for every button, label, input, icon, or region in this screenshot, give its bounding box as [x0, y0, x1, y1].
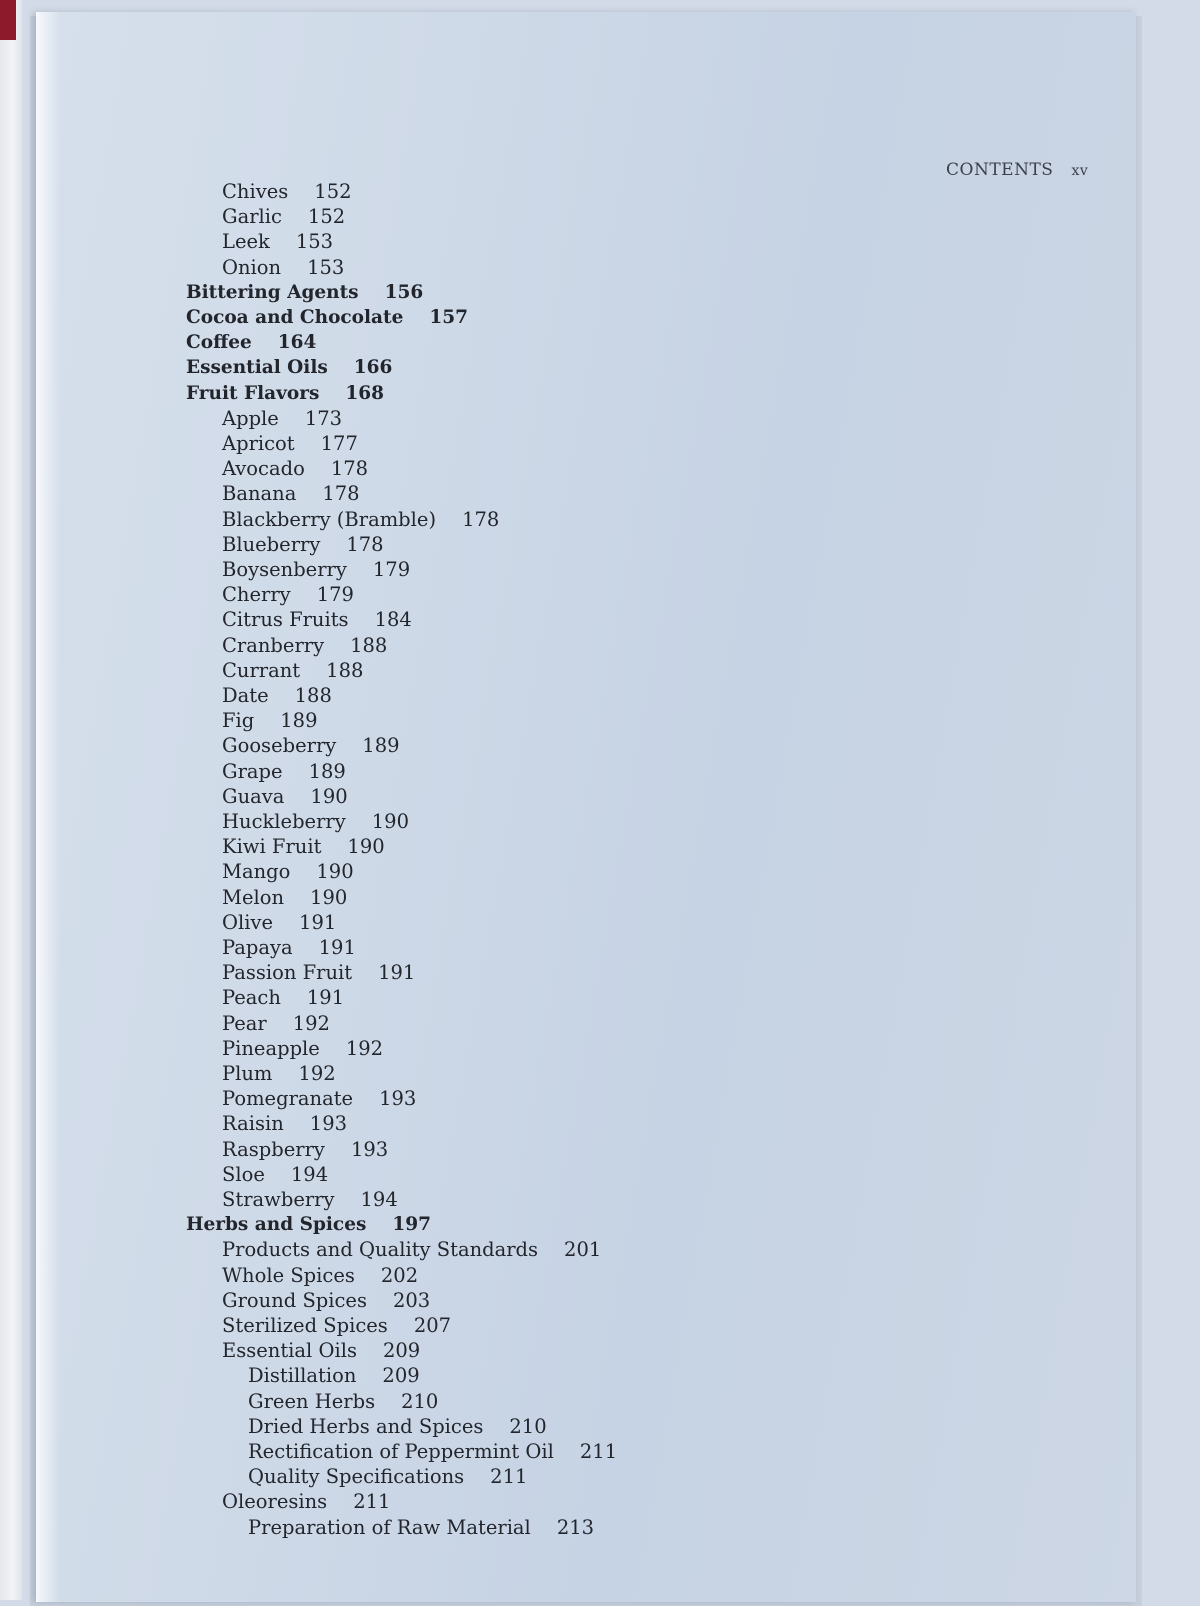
toc-entry-label: Ground Spices [222, 1289, 367, 1312]
toc-entry-label: Cranberry [222, 634, 325, 657]
toc-entry-page-number: 194 [290, 1163, 329, 1186]
toc-entry-label: Preparation of Raw Material [248, 1516, 531, 1539]
toc-entry-page-number: 164 [277, 332, 317, 353]
toc-entry [222, 558, 410, 582]
toc-entry [222, 734, 400, 758]
toc-entry [186, 331, 316, 355]
toc-entry [222, 508, 499, 532]
toc-entry-page-number: 210 [509, 1415, 547, 1438]
toc-entry-label: Oleoresins [222, 1490, 328, 1513]
toc-entry-label: Passion Fruit [222, 961, 353, 984]
toc-entry-label: Kiwi Fruit [222, 835, 322, 858]
toc-entry-page-number: 189 [280, 709, 318, 732]
toc-entry-label: Bittering Agents [186, 282, 359, 303]
toc-entry-page-number: 209 [382, 1364, 420, 1387]
toc-entry-page-number: 203 [392, 1289, 431, 1312]
toc-entry [222, 1188, 398, 1212]
toc-entry [222, 407, 342, 431]
toc-entry-label: Olive [222, 911, 274, 934]
toc-entry-label: Papaya [222, 936, 293, 959]
toc-entry [222, 482, 360, 506]
running-head-page-number: xv [1071, 163, 1089, 179]
page-gutter [36, 12, 60, 1602]
toc-entry-label: Essential Oils [222, 1339, 357, 1362]
toc-entry-label: Pear [222, 1012, 267, 1035]
toc-entry-label: Coffee [186, 332, 252, 353]
toc-entry-page-number: 191 [378, 961, 416, 984]
toc-entry-page-number: 210 [401, 1390, 439, 1413]
toc-entry-page-number: 190 [347, 835, 385, 858]
toc-entry-label: Blueberry [222, 533, 321, 556]
toc-entry-page-number: 157 [429, 307, 468, 328]
toc-entry-label: Fig [222, 709, 255, 732]
toc-entry-label: Distillation [248, 1364, 357, 1387]
toc-entry-label: Grape [222, 760, 283, 783]
toc-entry-page-number: 194 [360, 1188, 398, 1211]
toc-entry-label: Citrus Fruits [222, 608, 349, 631]
toc-entry-page-number: 191 [299, 911, 337, 934]
toc-entry [186, 356, 392, 380]
toc-entry-page-number: 152 [307, 205, 346, 228]
toc-entry [222, 810, 409, 834]
toc-entry-label: Date [222, 684, 269, 707]
toc-entry-label: Huckleberry [222, 810, 346, 833]
toc-entry [222, 1062, 336, 1086]
toc-entry [222, 1012, 330, 1036]
toc-entry [222, 205, 345, 229]
toc-entry-label: Cocoa and Chocolate [186, 307, 404, 328]
toc-entry-label: Gooseberry [222, 734, 337, 757]
toc-entry-page-number: 211 [579, 1440, 618, 1463]
toc-entry-page-number: 190 [316, 860, 354, 883]
toc-entry-page-number: 168 [345, 383, 385, 404]
toc-entry-label: Avocado [222, 457, 305, 480]
toc-entry-label: Boysenberry [222, 558, 347, 581]
running-head [946, 160, 1088, 180]
toc-entry [222, 1138, 388, 1162]
toc-entry-page-number: 201 [564, 1238, 602, 1261]
toc-entry-page-number: 189 [308, 760, 346, 783]
toc-entry [248, 1465, 527, 1489]
toc-entry-page-number: 192 [345, 1037, 384, 1060]
toc-entry-label: Mango [222, 860, 291, 883]
book-cover-red-corner [0, 0, 16, 40]
toc-entry-label: Dried Herbs and Spices [248, 1415, 484, 1438]
toc-entry [222, 835, 385, 859]
toc-entry-page-number: 209 [382, 1339, 421, 1362]
toc-entry-label: Green Herbs [248, 1390, 376, 1413]
toc-entry-page-number: 189 [362, 734, 400, 757]
toc-entry-page-number: 191 [318, 936, 356, 959]
toc-entry-label: Sloe [222, 1163, 265, 1186]
toc-entry [222, 659, 363, 683]
toc-entry [248, 1516, 594, 1540]
toc-entry-page-number: 190 [371, 810, 409, 833]
toc-entry-label: Melon [222, 886, 285, 909]
toc-entry [222, 1087, 416, 1111]
toc-entry [248, 1390, 438, 1414]
toc-entry [186, 306, 468, 330]
toc-entry [222, 256, 344, 280]
toc-entry-label: Strawberry [222, 1188, 335, 1211]
toc-entry-page-number: 191 [306, 986, 345, 1009]
toc-entry-page-number: 190 [310, 785, 348, 808]
toc-entry [222, 860, 354, 884]
toc-entry-page-number: 188 [350, 634, 388, 657]
toc-entry-label: Currant [222, 659, 301, 682]
toc-entry-page-number: 207 [413, 1314, 452, 1337]
toc-entry-page-number: 184 [374, 608, 412, 631]
toc-entry [248, 1364, 420, 1388]
toc-entry [222, 533, 384, 557]
toc-entry-label: Pineapple [222, 1037, 320, 1060]
toc-entry [222, 986, 344, 1010]
toc-entry [222, 1314, 451, 1338]
toc-entry [222, 684, 332, 708]
toc-entry [186, 382, 384, 406]
toc-entry [186, 281, 423, 305]
toc-entry-page-number: 188 [326, 659, 364, 682]
toc-entry [222, 1238, 601, 1262]
toc-entry-label: Chives [222, 180, 289, 203]
toc-entry-label: Quality Specifications [248, 1465, 465, 1488]
toc-entry [222, 432, 358, 456]
toc-entry-page-number: 152 [314, 180, 352, 203]
toc-entry [222, 1339, 420, 1363]
toc-entry [222, 961, 415, 985]
toc-entry-page-number: 193 [350, 1138, 389, 1161]
toc-entry-page-number: 193 [379, 1087, 417, 1110]
toc-entry [222, 634, 387, 658]
toc-entry-page-number: 177 [320, 432, 358, 455]
toc-entry-page-number: 188 [294, 684, 332, 707]
toc-entry-label: Onion [222, 256, 282, 279]
toc-entry-label: Guava [222, 785, 285, 808]
toc-entry [222, 180, 352, 204]
toc-entry-page-number: 153 [295, 230, 334, 253]
toc-entry-label: Pomegranate [222, 1087, 354, 1110]
toc-entry [222, 760, 346, 784]
toc-entry [222, 1490, 390, 1514]
book-page [36, 12, 1136, 1602]
toc-entry [222, 911, 336, 935]
toc-entry-page-number: 178 [322, 482, 360, 505]
toc-entry-page-number: 193 [309, 1112, 348, 1135]
toc-entry-page-number: 173 [304, 407, 343, 430]
toc-entry-label: Cherry [222, 583, 291, 606]
toc-entry [222, 230, 333, 254]
toc-entry-label: Raspberry [222, 1138, 325, 1161]
toc-entry-label: Plum [222, 1062, 273, 1085]
toc-entry-page-number: 213 [556, 1516, 595, 1539]
toc-entry-label: Raisin [222, 1112, 284, 1135]
toc-entry [222, 1163, 328, 1187]
toc-entry [222, 785, 348, 809]
toc-entry [248, 1440, 617, 1464]
toc-entry-page-number: 166 [353, 357, 393, 378]
toc-entry-label: Essential Oils [186, 357, 328, 378]
toc-entry-page-number: 211 [353, 1490, 391, 1513]
book-cover-edge [0, 0, 22, 1600]
toc-entry [186, 1213, 431, 1237]
toc-entry-label: Leek [222, 230, 270, 253]
toc-entry-label: Rectification of Peppermint Oil [248, 1440, 554, 1463]
toc-entry-label: Banana [222, 482, 297, 505]
toc-entry-label: Apple [222, 407, 279, 430]
running-head-title: CONTENTS [946, 160, 1054, 180]
toc-entry-page-number: 190 [310, 886, 348, 909]
toc-entry-page-number: 197 [392, 1214, 431, 1235]
toc-entry-label: Whole Spices [222, 1264, 355, 1287]
toc-entry-label: Fruit Flavors [186, 383, 320, 404]
toc-entry [222, 1112, 347, 1136]
toc-entry [248, 1415, 547, 1439]
toc-entry-label: Herbs and Spices [186, 1214, 367, 1235]
toc-entry-page-number: 202 [380, 1264, 419, 1287]
toc-entry-page-number: 178 [462, 508, 500, 531]
toc-entry [222, 608, 412, 632]
toc-entry [222, 583, 354, 607]
toc-entry [222, 1289, 430, 1313]
toc-entry-page-number: 192 [292, 1012, 330, 1035]
toc-entry-label: Apricot [222, 432, 295, 455]
toc-entry-label: Peach [222, 986, 281, 1009]
toc-entry-label: Products and Quality Standards [222, 1238, 539, 1261]
toc-entry [222, 886, 347, 910]
toc-entry-label: Sterilized Spices [222, 1314, 388, 1337]
toc-entry-page-number: 153 [307, 256, 345, 279]
toc-entry-page-number: 211 [490, 1465, 528, 1488]
toc-entry [222, 457, 368, 481]
toc-entry-label: Blackberry (Bramble) [222, 508, 437, 531]
toc-entry-label: Garlic [222, 205, 282, 228]
toc-entry-page-number: 179 [372, 558, 411, 581]
toc-entry-page-number: 156 [384, 282, 424, 303]
toc-entry-page-number: 178 [330, 457, 369, 480]
toc-entry [222, 936, 356, 960]
toc-entry [222, 709, 317, 733]
toc-entry-page-number: 179 [316, 583, 354, 606]
toc-entry-page-number: 192 [298, 1062, 336, 1085]
toc-entry-page-number: 178 [346, 533, 384, 556]
toc-entry [222, 1037, 383, 1061]
toc-entry [222, 1264, 418, 1288]
